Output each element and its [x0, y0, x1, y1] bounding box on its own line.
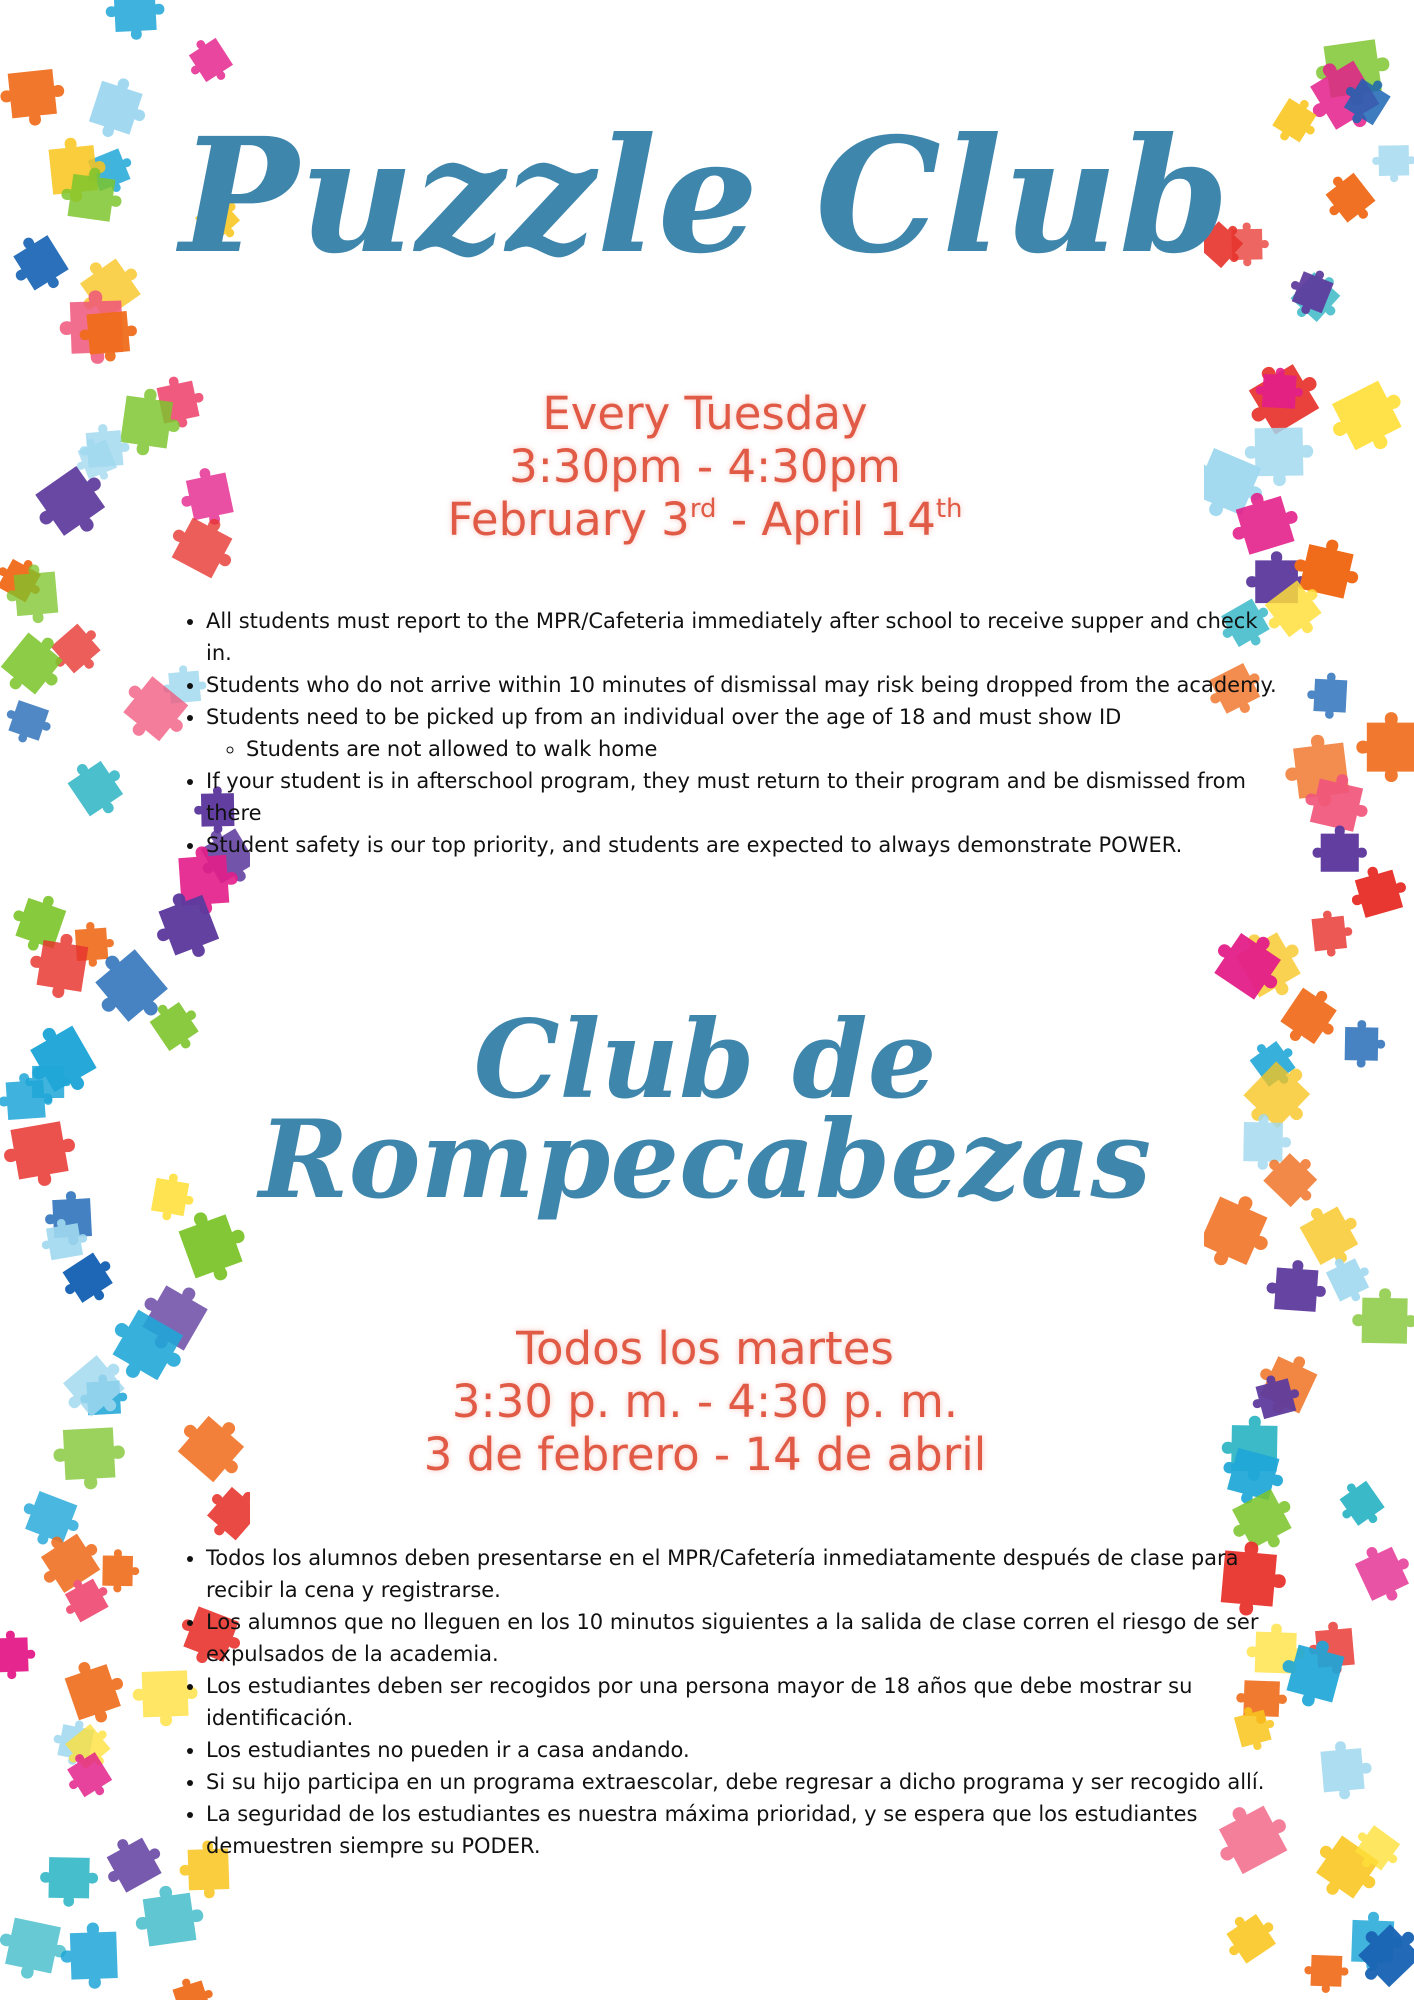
schedule-day: Todos los martes [516, 1322, 894, 1375]
spanish-title-line2: Rompecabezas [258, 1097, 1152, 1223]
rule-item [206, 701, 1286, 765]
spanish-schedule [300, 1322, 1110, 1481]
spanish-rules-list [170, 1542, 1286, 1862]
end-date-suffix: th [935, 494, 963, 524]
rule-item: • La seguridad de los estudiantes es nuestra máxima prioridad, y se espera que los estudiantes demuestren siempre su PODER. [206, 1798, 1286, 1862]
rule-item: • Students who do not arrive within 10 minutes of dismissal may risk being dropped from the academy. [206, 669, 1286, 701]
schedule-dates [300, 493, 1110, 546]
date-separator: - [716, 493, 762, 546]
english-schedule [300, 387, 1110, 546]
rule-item: • Los estudiantes no pueden ir a casa andando. [206, 1734, 1286, 1766]
schedule-day: Every Tuesday [542, 387, 868, 440]
rule-item: • Student safety is our top priority, and students are expected to always demonstrate POWER. [206, 829, 1286, 861]
rule-item: • All students must report to the MPR/Cafeteria immediately after school to receive supper and check in. [206, 605, 1286, 669]
rule-item: • Si su hijo participa en un programa extraescolar, debe regresar a dicho programa y ser recogido allí. [206, 1766, 1286, 1798]
schedule-start-date: February 3 [447, 493, 690, 546]
rule-item: • Los estudiantes deben ser recogidos por una persona mayor de 18 años que debe mostrar su identificación. [206, 1670, 1286, 1734]
english-rules-list [170, 605, 1286, 861]
sub-rule-list [206, 733, 1286, 765]
schedule-end-date: April 14 [761, 493, 936, 546]
schedule-time: 3:30 p. m. - 4:30 p. m. [451, 1375, 959, 1428]
rule-item: • Todos los alumnos deben presentarse en el MPR/Cafetería inmediatamente después de clase para recibir la cena y registrarse. [206, 1542, 1286, 1606]
spanish-title [150, 997, 1260, 1223]
sub-rule-item: ◦ Students are not allowed to walk home [246, 733, 1286, 765]
rule-item: • Los alumnos que no lleguen en los 10 minutos siguientes a la salida de clase corren el riesgo de ser expulsados de la academia. [206, 1606, 1286, 1670]
schedule-time: 3:30pm - 4:30pm [509, 440, 901, 493]
english-title: Puzzle Club [179, 104, 1231, 289]
schedule-dates: 3 de febrero - 14 de abril [423, 1428, 987, 1481]
start-date-suffix: rd [689, 494, 717, 524]
spanish-title-line1: Club de [473, 997, 937, 1123]
rule-text: Students need to be picked up from an individual over the age of 18 and must show ID [206, 705, 1122, 729]
rule-item: • If your student is in afterschool program, they must return to their program and be dismissed from there [206, 765, 1286, 829]
